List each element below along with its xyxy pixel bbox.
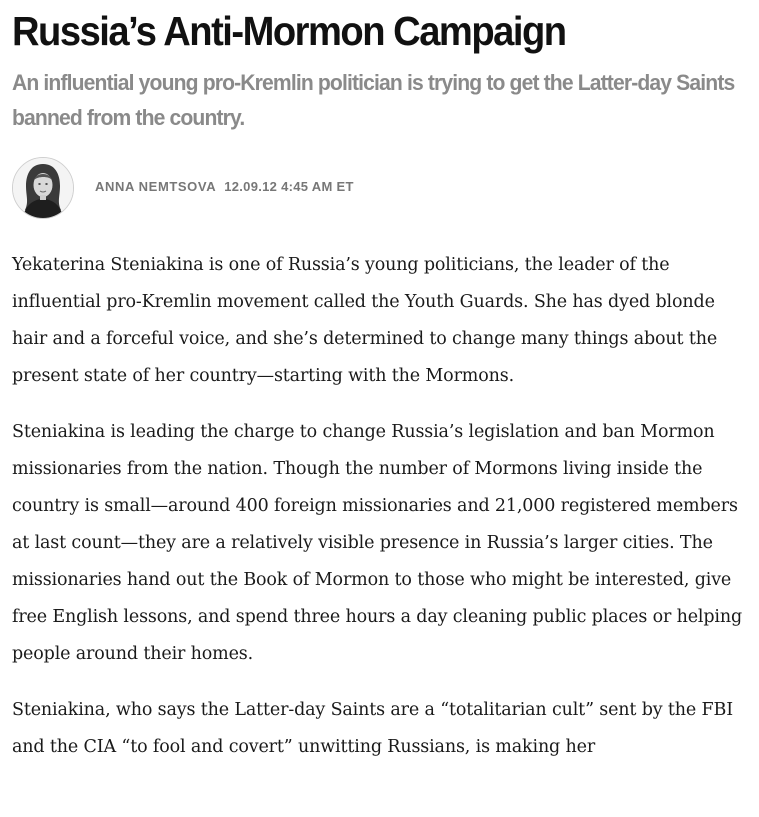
paragraph: Yekaterina Steniakina is one of Russia’s young politicians, the leader of the influential pro-Kremlin movement called the Youth Guards. She has dyed blonde hair and a forceful voice, and she’s determined to change many things about the present state of her country—starting with the Mormons. bbox=[12, 255, 718, 386]
author-name[interactable]: ANNA NEMTSOVA bbox=[95, 179, 217, 194]
article-body bbox=[12, 247, 747, 766]
publish-date: 12.09.12 4:45 AM ET bbox=[224, 179, 354, 194]
paragraph: Steniakina, who says the Latter-day Saints are a “totalitarian cult” sent by the FBI and the CIA “to fool and covert” unwitting Russians, is making her bbox=[12, 700, 734, 757]
article-dek: An influential young pro-Kremlin politician is trying to get the Latter-day Saints banned from the country. bbox=[12, 70, 735, 130]
author-portrait-icon bbox=[13, 158, 73, 218]
article bbox=[12, 0, 747, 785]
byline bbox=[12, 156, 747, 220]
paragraph: Steniakina is leading the charge to change Russia’s legislation and ban Mormon missionaries from the nation. Though the number of Mormons living inside the country is small—around 400 foreign missionaries and 21,000 registered members at last count—they are a relatively visible presence in Russia’s larger cities. The missionaries hand out the Book of Mormon to those who might be interested, give free English lessons, and spend three hours a day cleaning public places or helping people around their homes. bbox=[12, 422, 743, 664]
article-headline: Russia’s Anti-Mormon Campaign bbox=[12, 8, 566, 54]
author-avatar[interactable] bbox=[12, 157, 74, 219]
